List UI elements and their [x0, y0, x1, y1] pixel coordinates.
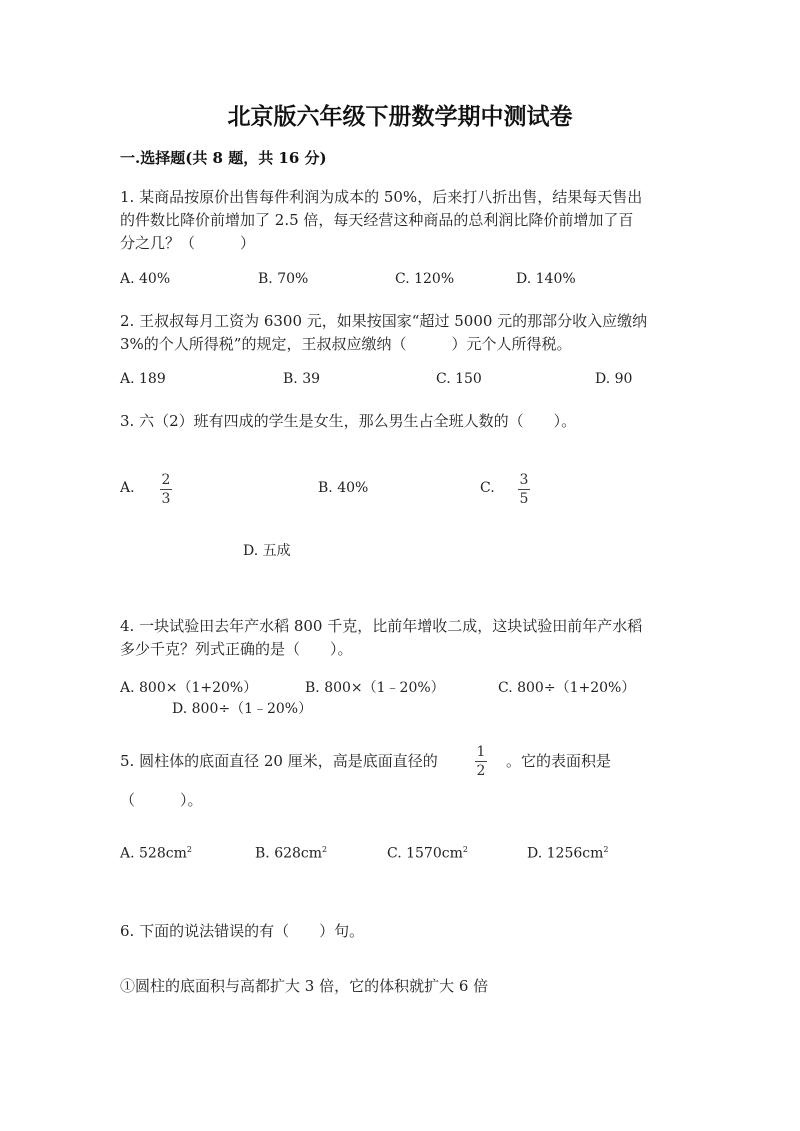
question-1-option-a[interactable]: A. 40% [120, 271, 171, 287]
fraction-numerator: 3 [519, 472, 529, 488]
unit-superscript: 2 [322, 845, 328, 854]
question-5-line-1-end: 。它的表面积是 [506, 752, 612, 770]
question-5-option-d[interactable] [527, 845, 608, 862]
question-4-line-1: 4. 一块试验田去年产水稻 800 千克，比前年增收二成，这块试验田前年产水稻 [120, 617, 643, 635]
option-text: D. 1256cm [527, 845, 604, 862]
page-title: 北京版六年级下册数学期中测试卷 [227, 103, 573, 130]
question-3-option-b[interactable]: B. 40% [318, 480, 369, 496]
fraction-numerator: 2 [161, 472, 171, 488]
question-2-line-2: 3%的个人所得税”的规定，王叔叔应缴纳（ ）元个人所得税。 [120, 335, 572, 353]
question-3-option-a-fraction [160, 472, 172, 507]
question-1-line-3: 分之几？（ ） [120, 234, 256, 252]
question-5-line-1: 5. 圆柱体的底面直径 20 厘米，高是底面直径的 [120, 752, 438, 770]
question-3-option-d[interactable]: D. 五成 [243, 543, 291, 559]
question-6-statement-1: ①圆柱的底面积与高都扩大 3 倍，它的体积就扩大 6 倍 [120, 977, 489, 995]
unit-superscript: 2 [603, 845, 609, 854]
question-5-option-a[interactable] [120, 845, 192, 862]
question-1-option-d[interactable]: D. 140% [516, 271, 576, 287]
question-1-option-b[interactable]: B. 70% [258, 271, 309, 287]
question-2-option-b[interactable]: B. 39 [283, 371, 321, 387]
question-3-line-1: 3. 六（2）班有四成的学生是女生，那么男生占全班人数的（ ）。 [120, 412, 577, 430]
unit-superscript: 2 [462, 845, 468, 854]
fraction-bar [475, 761, 487, 762]
question-4-option-a[interactable]: A. 800×（1+20%） [120, 680, 258, 696]
fraction-denominator: 2 [476, 763, 486, 779]
question-5-option-c[interactable] [387, 845, 468, 862]
question-2-line-1: 2. 王叔叔每月工资为 6300 元，如果按国家“超过 5000 元的那部分收入应缴纳 [120, 312, 648, 330]
unit-superscript: 2 [186, 845, 192, 854]
question-4-line-2: 多少千克？列式正确的是（ ）。 [120, 640, 353, 658]
question-5-line-2: （ ）。 [120, 791, 203, 809]
fraction-numerator: 1 [476, 744, 486, 760]
section-heading: 一.选择题(共 8 题，共 16 分) [120, 149, 327, 167]
fraction-denominator: 3 [161, 491, 171, 507]
question-5-fraction [475, 744, 487, 779]
question-4-option-b[interactable]: B. 800×（1﹣20%） [305, 680, 445, 696]
question-1-line-1: 1. 某商品按原价出售每件利润为成本的 50%，后来打八折出售，结果每天售出 [120, 188, 643, 206]
question-3-option-a-label[interactable]: A. [120, 480, 135, 496]
question-5-option-b[interactable] [255, 845, 327, 862]
option-text: A. 528cm [120, 845, 187, 862]
question-3-option-c-fraction [518, 472, 530, 507]
fraction-bar [518, 489, 530, 490]
question-4-option-d[interactable]: D. 800÷（1﹣20%） [172, 701, 313, 717]
question-1-option-c[interactable]: C. 120% [395, 271, 455, 287]
option-text: B. 628cm [255, 845, 323, 862]
fraction-bar [160, 489, 172, 490]
question-2-option-c[interactable]: C. 150 [436, 371, 482, 387]
fraction-denominator: 5 [519, 491, 529, 507]
question-4-option-c[interactable]: C. 800÷（1+20%） [498, 680, 636, 696]
question-2-option-d[interactable]: D. 90 [595, 371, 633, 387]
question-2-option-a[interactable]: A. 189 [120, 371, 166, 387]
option-text: C. 1570cm [387, 845, 463, 862]
question-1-line-2: 的件数比降价前增加了 2.5 倍，每天经营这种商品的总利润比降价前增加了百 [120, 211, 634, 229]
question-6-line-1: 6. 下面的说法错误的有（ ）句。 [120, 922, 365, 940]
question-3-option-c-label[interactable]: C. [480, 480, 495, 496]
